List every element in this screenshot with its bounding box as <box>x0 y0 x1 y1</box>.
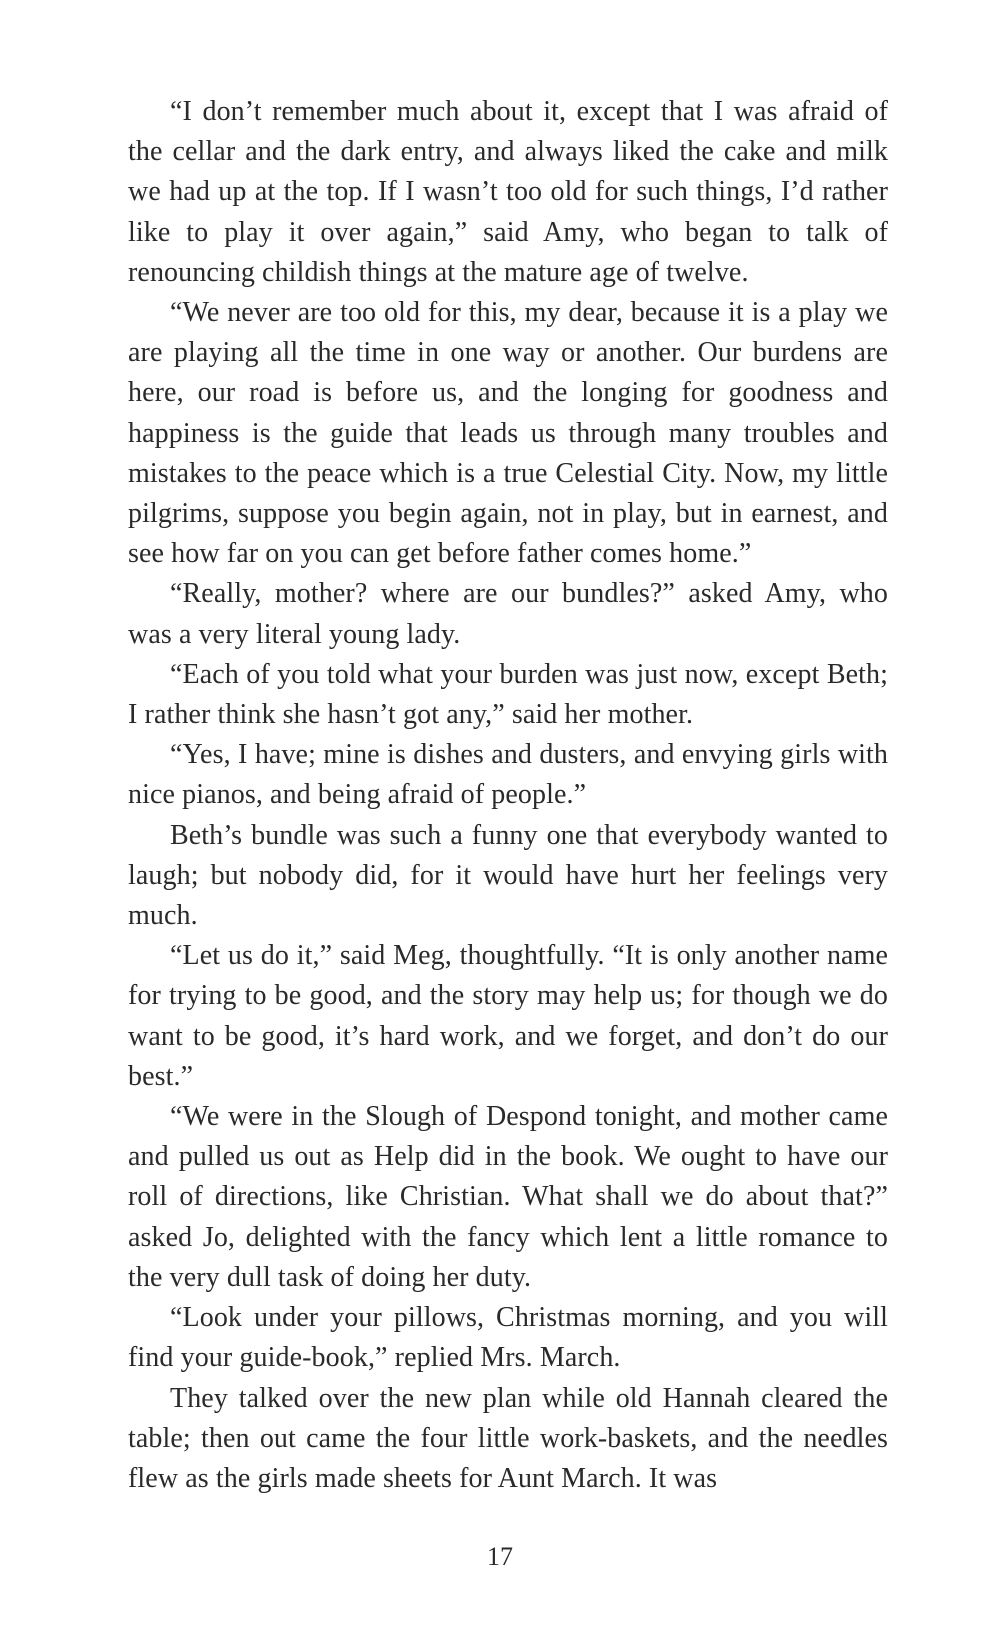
paragraph-8: “We were in the Slough of Despond tonight, and mother came and pulled us out as Help did in the book. We ought to have our roll of directions, like Christian. What shall we do about that?” asked Jo, delighted with the fancy which lent a little romance to the very dull task of doing her duty. <box>128 1101 888 1293</box>
paragraph-5: “Yes, I have; mine is dishes and dusters, and envying girls with nice pianos, and being afraid of people.” <box>128 739 888 811</box>
page-number: 17 <box>487 1542 513 1571</box>
paragraph-10: They talked over the new plan while old Hannah cleared the table; then out came the four little work-baskets, and the needles flew as the girls made sheets for Aunt March. It was <box>128 1382 888 1494</box>
paragraph-3: “Really, mother? where are our bundles?” asked Amy, who was a very literal young lady. <box>128 578 888 650</box>
paragraph-6: Beth’s bundle was such a funny one that everybody wanted to laugh; but nobody did, for it would have hurt her feelings very much. <box>128 819 888 932</box>
paragraph-9: “Look under your pillows, Christmas morning, and you will find your guide-book,” replied Mrs. March. <box>128 1302 888 1374</box>
body-text <box>128 92 888 1499</box>
paragraph-1: “I don’t remember much about it, except that I was afraid of the cellar and the dark entry, and always liked the cake and milk we had up at the top. If I wasn’t too old for such things, I’d rather like to play it over again,” said Amy, who began to talk of renouncing childish things at the mature age of twelve. <box>128 96 888 288</box>
paragraph-4: “Each of you told what your burden was just now, except Beth; I rather think she hasn’t got any,” said her mother. <box>128 658 888 731</box>
paragraph-7: “Let us do it,” said Meg, thoughtfully. “It is only another name for trying to be good, and the story may help us; for though we do want to be good, it’s hard work, and we forget, and don’t do our best.” <box>128 940 888 1092</box>
paragraph-2: “We never are too old for this, my dear, because it is a play we are playing all the time in one way or another. Our burdens are here, our road is before us, and the longing for goodness and happiness is the guide that leads us through many troubles and mistakes to the peace which is a true Celestial City. Now, my little pilgrims, suppose you begin again, not in play, but in earnest, and see how far on you can get before father comes home.” <box>128 297 888 570</box>
